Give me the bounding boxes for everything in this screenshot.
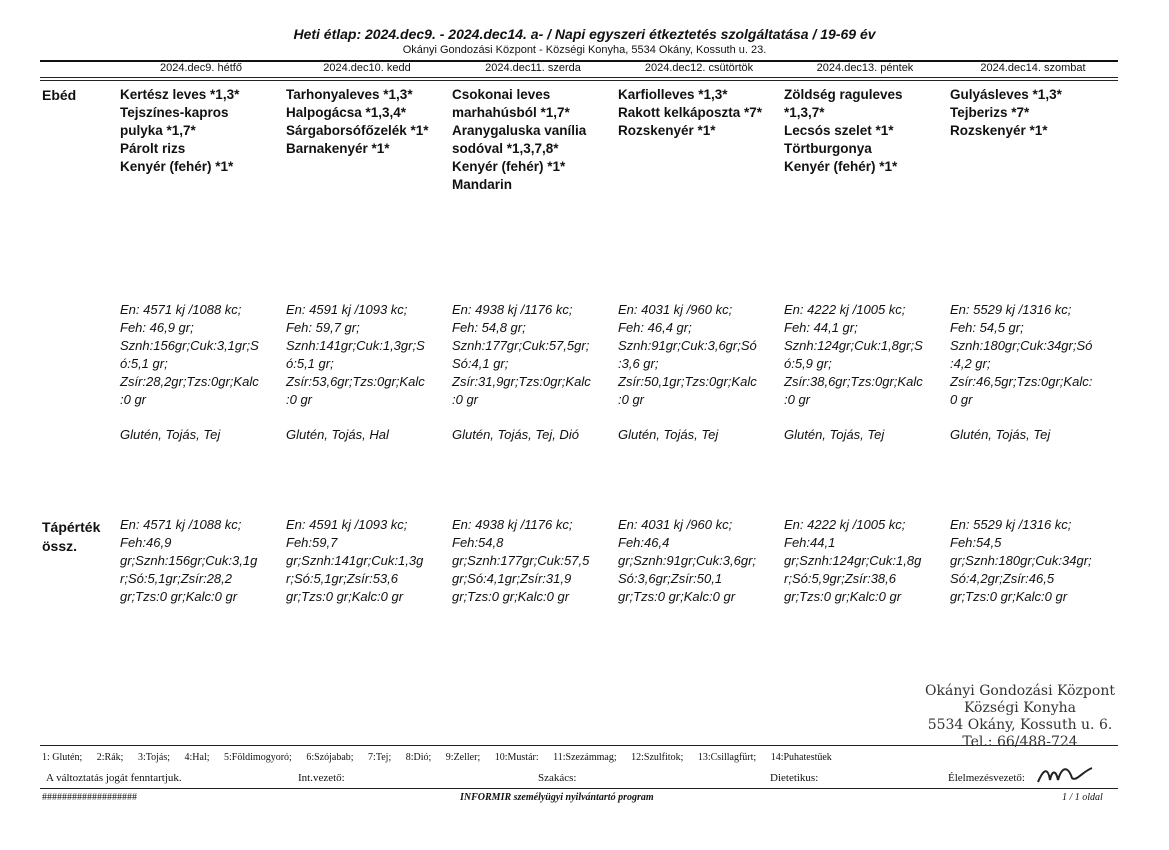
nutrition-tue: En: 4591 kj /1093 kc; Feh: 59,7 gr; Sznh:141gr;Cuk:1,3gr;S ó:5,1 gr; Zsír:53,6gr;Tzs:0gr;Kalc :0 gr <box>286 302 425 407</box>
day-header-thu: 2024.dec12. csütörtök <box>644 62 754 74</box>
legend-item: 5:Földimogyoró; <box>224 752 292 763</box>
allergens-sat: Glutén, Tojás, Tej <box>950 427 1051 442</box>
nutrition-thu: En: 4031 kj /960 kc; Feh: 46,4 gr; Sznh:91gr;Cuk:3,6gr;Só :3,6 gr; Zsír:50,1gr;Tzs:0gr;Kalc :0 gr <box>618 302 757 407</box>
allergens-fri: Glutén, Tojás, Tej <box>784 427 885 442</box>
page-number: 1 / 1 oldal <box>1062 792 1103 803</box>
row-label-total-1: Tápérték <box>42 519 101 535</box>
nutrition-sat: En: 5529 kj /1316 kc; Feh: 54,5 gr; Sznh:180gr;Cuk:34gr;Só :4,2 gr; Zsír:46,5gr;Tzs:0gr;Kalc: 0 gr <box>950 302 1093 407</box>
legend-item: 4:Hal; <box>184 752 210 763</box>
legend-item: 13:Csillagfürt; <box>697 752 757 763</box>
legend-item: 7:Tej; <box>368 752 392 763</box>
nutrition-mon: En: 4571 kj /1088 kc; Feh: 46,9 gr; Sznh:156gr;Cuk:3,1gr;S ó:5,1 gr; Zsír:28,2gr;Tzs:0gr;Kalc :0 gr <box>120 302 259 407</box>
meal-mon: Kertész leves *1,3* Tejszínes-kapros pulyka *1,7* Párolt rizs Kenyér (fehér) *1* <box>120 87 240 174</box>
total-fri: En: 4222 kj /1005 kc; Feh:44,1 gr;Sznh:124gr;Cuk:1,8g r;Só:5,9gr;Zsír:38,6 gr;Tzs:0 gr;Kalc:0 gr <box>784 517 922 604</box>
nutrition-fri: En: 4222 kj /1005 kc; Feh: 44,1 gr; Sznh:124gr;Cuk:1,8gr;S ó:5,9 gr; Zsír:38,6gr;Tzs:0gr;Kalc :0 gr <box>784 302 923 407</box>
row-label-lunch: Ebéd <box>42 87 77 103</box>
day-header-wed: 2024.dec11. szerda <box>485 62 581 74</box>
row-label-total-2: össz. <box>42 538 78 554</box>
legend-item: 6:Szójabab; <box>306 752 354 763</box>
allergens-wed: Glutén, Tojás, Tej, Dió <box>452 427 579 442</box>
legend-item: 1: Glutén; <box>42 752 83 763</box>
program-name: INFORMIR személyügyi nyilvántartó program <box>460 792 654 803</box>
legend-item: 8:Dió; <box>405 752 432 763</box>
legend-item: 11:Szezámmag; <box>553 752 617 763</box>
footer-divider <box>40 788 1118 789</box>
day-header-sat: 2024.dec14. szombat <box>980 62 1086 74</box>
legend-item: 14:Puhatestűek <box>770 752 832 763</box>
day-header-tue: 2024.dec10. kedd <box>323 62 411 74</box>
meal-tue: Tarhonyaleves *1,3* Halpogácsa *1,3,4* Sárgaborsófőzelék *1* Barnakenyér *1* <box>286 87 429 156</box>
page-subtitle: Okányi Gondozási Központ - Községi Konyha, 5534 Okány, Kossuth u. 23. <box>402 44 767 56</box>
label-szakacs: Szakács: <box>538 772 577 784</box>
day-header-fri: 2024.dec13. péntek <box>816 62 914 74</box>
header-divider <box>40 77 1118 78</box>
legend-item: 12:Szulfitok; <box>631 752 684 763</box>
institution-stamp: Okányi Gondozási Központ Községi Konyha 5534 Okány, Kossuth u. 6. Tel.: 66/488-724 <box>925 683 1115 750</box>
day-header-mon: 2024.dec9. hétfő <box>160 62 242 74</box>
meal-sat: Gulyásleves *1,3* Tejberizs *7* Rozskenyér *1* <box>950 87 1062 138</box>
allergens-tue: Glutén, Tojás, Hal <box>286 427 389 442</box>
legend-item: 9:Zeller; <box>445 752 481 763</box>
meal-thu: Karfiolleves *1,3* Rakott kelkáposzta *7* Rozskenyér *1* <box>618 87 763 138</box>
legend-item: 3:Tojás; <box>137 752 171 763</box>
nutrition-wed: En: 4938 kj /1176 kc; Feh: 54,8 gr; Sznh:177gr;Cuk:57,5gr; Só:4,1 gr; Zsír:31,9gr;Tzs:0gr;Kalc :0 gr <box>452 302 591 407</box>
hash-line: ################### <box>42 792 137 803</box>
label-dietetikus: Dietetikus: <box>770 772 819 784</box>
signature-mark <box>1036 762 1096 788</box>
total-mon: En: 4571 kj /1088 kc; Feh:46,9 gr;Sznh:156gr;Cuk:3,1g r;Só:5,1gr;Zsír:28,2 gr;Tzs:0 gr;Kalc:0 gr <box>120 517 258 604</box>
total-wed: En: 4938 kj /1176 kc; Feh:54,8 gr;Sznh:177gr;Cuk:57,5 gr;Só:4,1gr;Zsír:31,9 gr;Tzs:0 gr;Kalc:0 gr <box>452 517 590 604</box>
label-elelmezesvezeto: Élelmezésvezető: <box>948 772 1025 784</box>
rights-note: A változtatás jogát fenntartjuk. <box>46 772 182 784</box>
meal-fri: Zöldség raguleves *1,3,7* Lecsós szelet *1* Törtburgonya Kenyér (fehér) *1* <box>784 87 903 174</box>
label-int-vezeto: Int.vezető: <box>298 772 345 784</box>
total-thu: En: 4031 kj /960 kc; Feh:46,4 gr;Sznh:91gr;Cuk:3,6gr; Só:3,6gr;Zsír:50,1 gr;Tzs:0 gr;Kalc:0 gr <box>618 517 757 604</box>
legend-item: 2:Rák; <box>96 752 124 763</box>
allergens-mon: Glutén, Tojás, Tej <box>120 427 221 442</box>
header-divider-2 <box>40 80 1118 81</box>
legend-item: 10:Mustár: <box>494 752 539 763</box>
total-sat: En: 5529 kj /1316 kc; Feh:54,5 gr;Sznh:180gr;Cuk:34gr; Só:4,2gr;Zsír:46,5 gr;Tzs:0 gr;Kalc:0 gr <box>950 517 1092 604</box>
total-tue: En: 4591 kj /1093 kc; Feh:59,7 gr;Sznh:141gr;Cuk:1,3g r;Só:5,1gr;Zsír:53,6 gr;Tzs:0 gr;Kalc:0 gr <box>286 517 424 604</box>
allergen-legend <box>42 752 844 763</box>
page-title: Heti étlap: 2024.dec9. - 2024.dec14. a- / Napi egyszeri étkeztetés szolgáltatása / 19-69 év <box>293 26 876 42</box>
meal-wed: Csokonai leves marhahúsból *1,7* Aranygaluska vanília sodóval *1,3,7,8* Kenyér (fehér) *1* Mandarin <box>452 87 587 192</box>
allergens-thu: Glutén, Tojás, Tej <box>618 427 719 442</box>
